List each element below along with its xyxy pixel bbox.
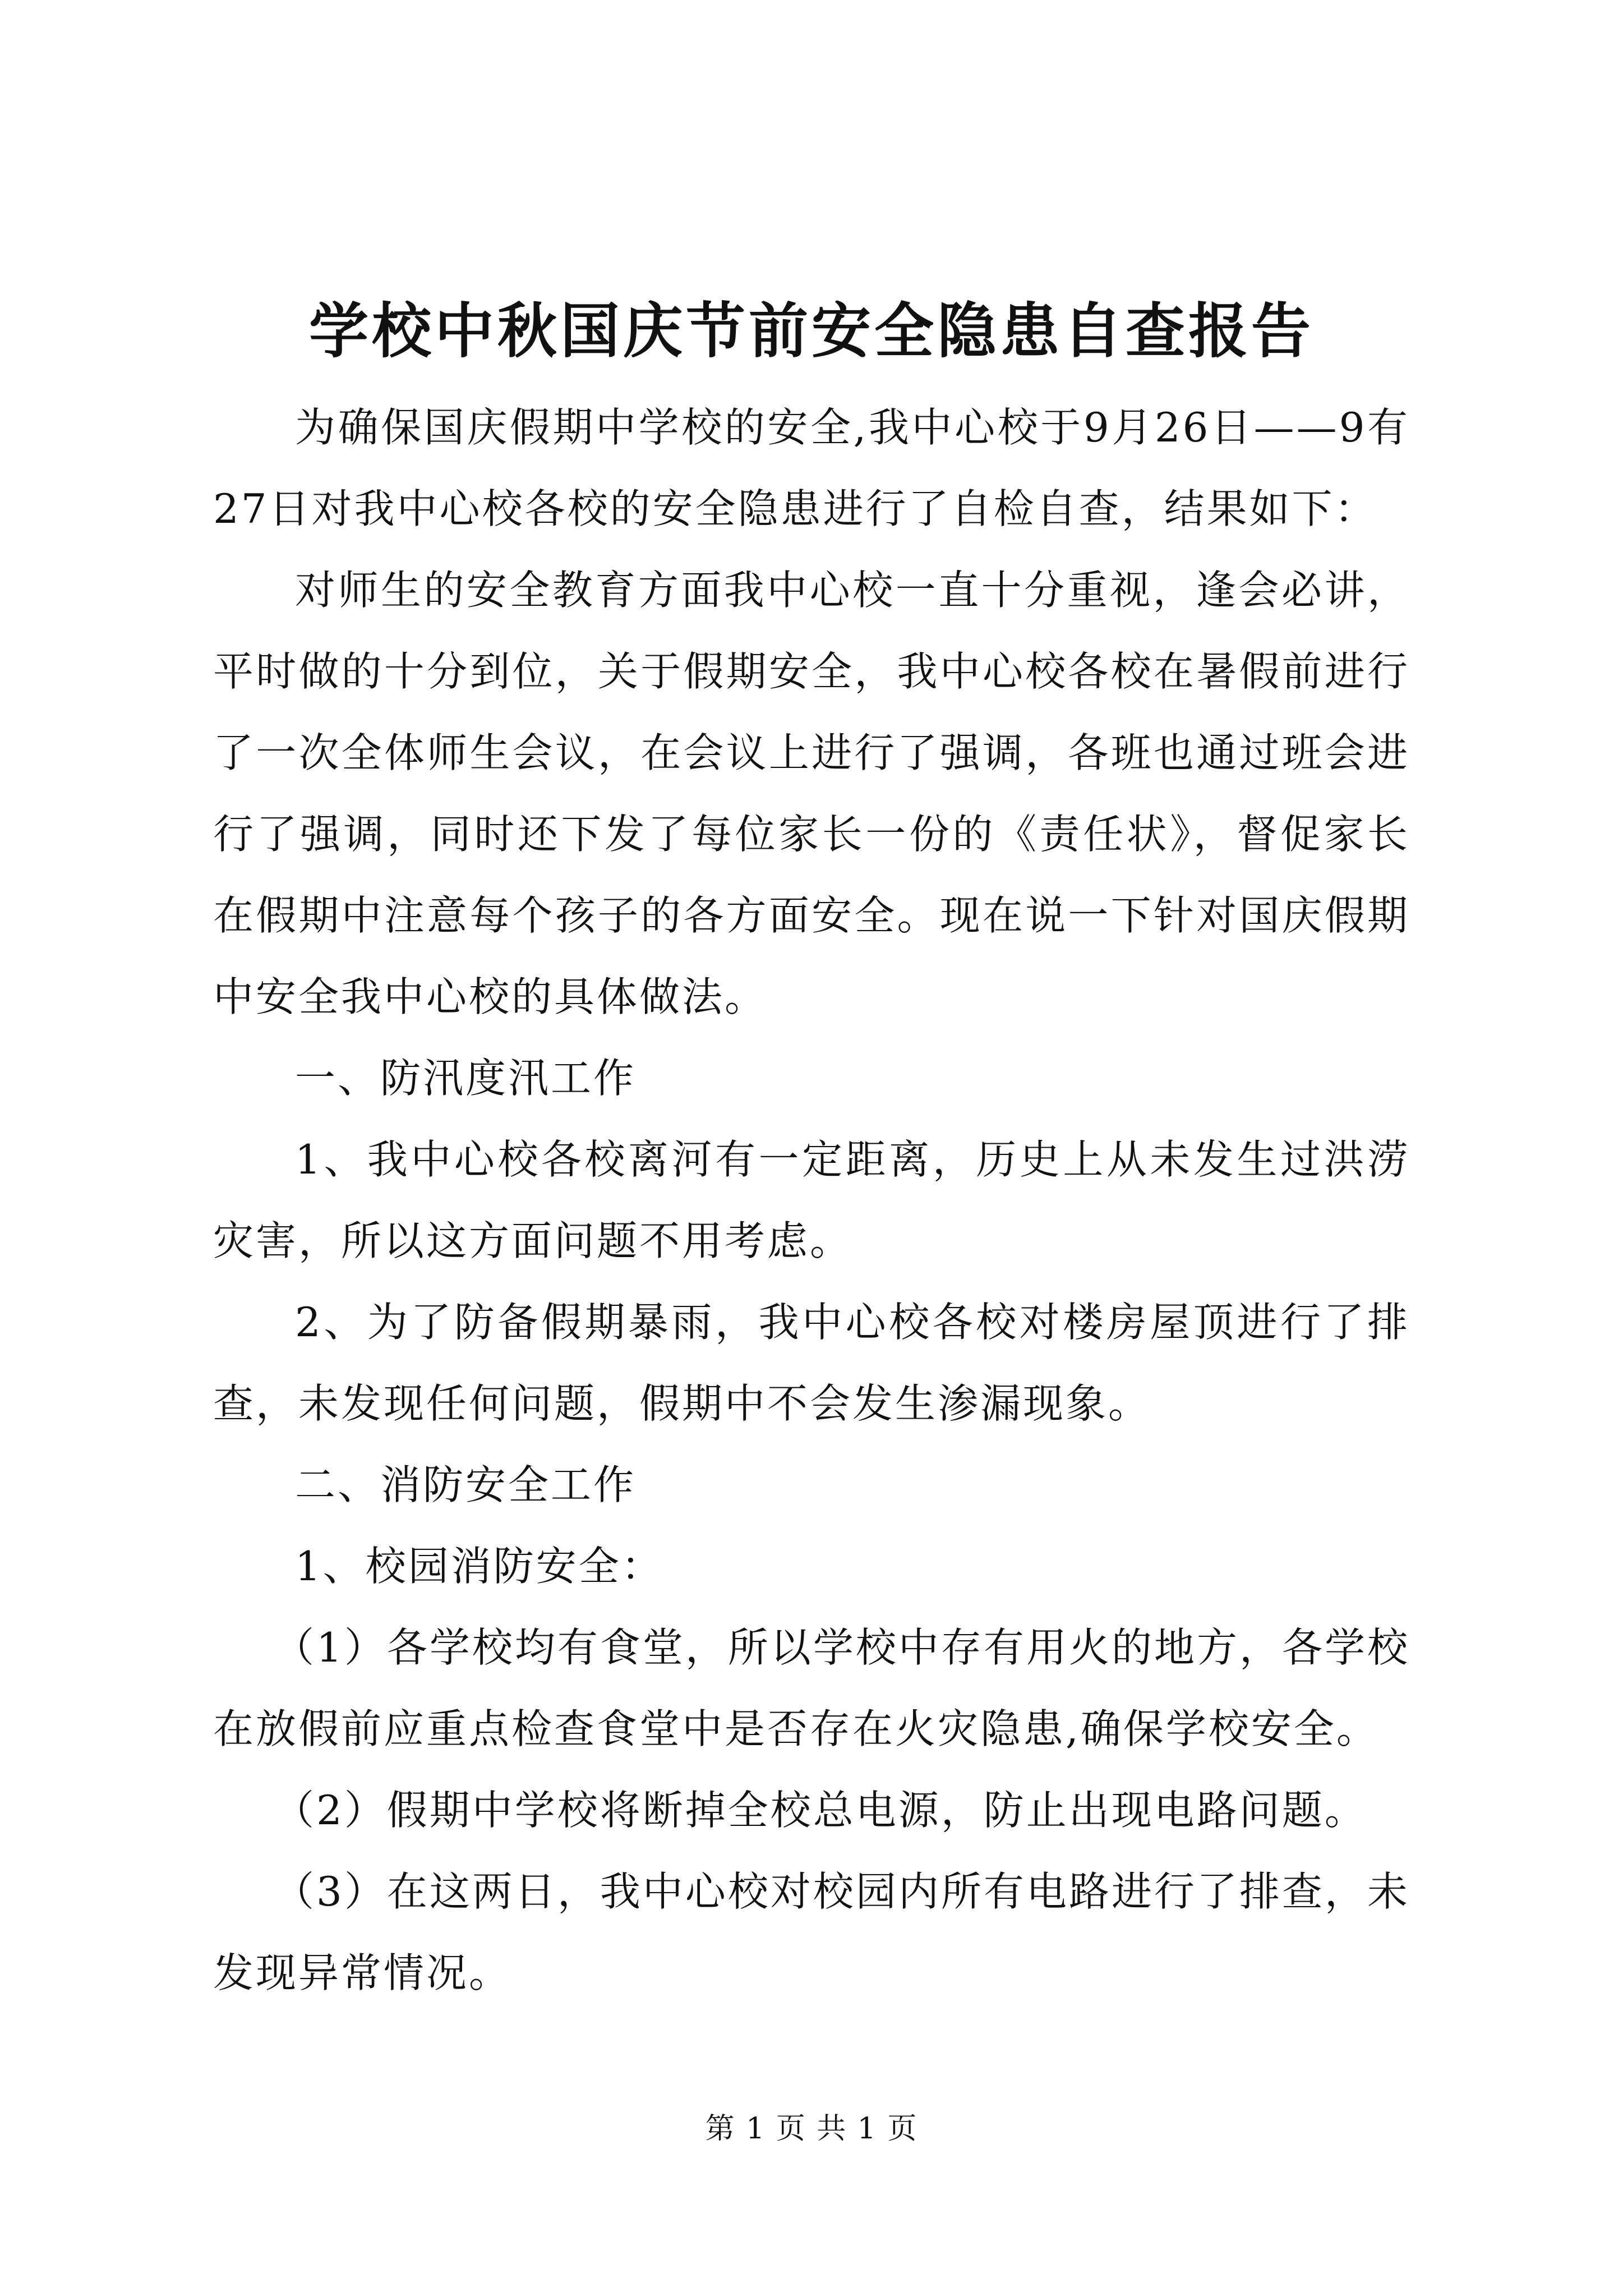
paragraph-flood-2: 2、为了防备假期暴雨，我中心校各校对楼房屋顶进行了排查，未发现任何问题，假期中不会发生渗漏现象。	[213, 1299, 1410, 1427]
paragraph-fire-item-1: （1）各学校均有食堂，所以学校中存有用火的地方，各学校在放假前应重点检查食堂中是否存在火灾隐患,确保学校安全。	[213, 1624, 1410, 1752]
paragraph-fire-item-2: （2）假期中学校将断掉全校总电源，防止出现电路问题。	[274, 1787, 1367, 1834]
paragraph-flood-1: 1、我中心校各校离河有一定距离，历史上从未发生过洪涝灾害，所以这方面问题不用考虑。	[213, 1136, 1410, 1264]
subsection-heading-campus-fire: 1、校园消防安全：	[295, 1543, 664, 1590]
paragraph-fire-item-3: （3）在这两日，我中心校对校园内所有电路进行了排查，未发现异常情况。	[213, 1868, 1410, 1996]
section-heading-flood: 一、防汛度汛工作	[295, 1055, 637, 1102]
section-heading-fire: 二、消防安全工作	[295, 1461, 637, 1508]
paragraph-safety-education: 对师生的安全教育方面我中心校一直十分重视，逢会必讲，平时做的十分到位，关于假期安全，我中心校各校在暑假前进行了一次全体师生会议，在会议上进行了强调，各班也通过班会进行了强调，同时还下发了每位家长一份的《责任状》，督促家长在假期中注意每个孩子的各方面安全。现在说一下针对国庆假期中安全我中心校的具体做法。	[213, 567, 1410, 1020]
document-body	[213, 387, 1410, 2014]
paragraph-intro: 为确保国庆假期中学校的安全,我中心校于9月26日——9有27日对我中心校各校的安全隐患进行了自检自查，结果如下：	[213, 404, 1410, 532]
document-title: 学校中秋国庆节前安全隐患自查报告	[309, 296, 1314, 366]
page-footer: 第 1 页 共 1 页	[705, 2112, 918, 2146]
